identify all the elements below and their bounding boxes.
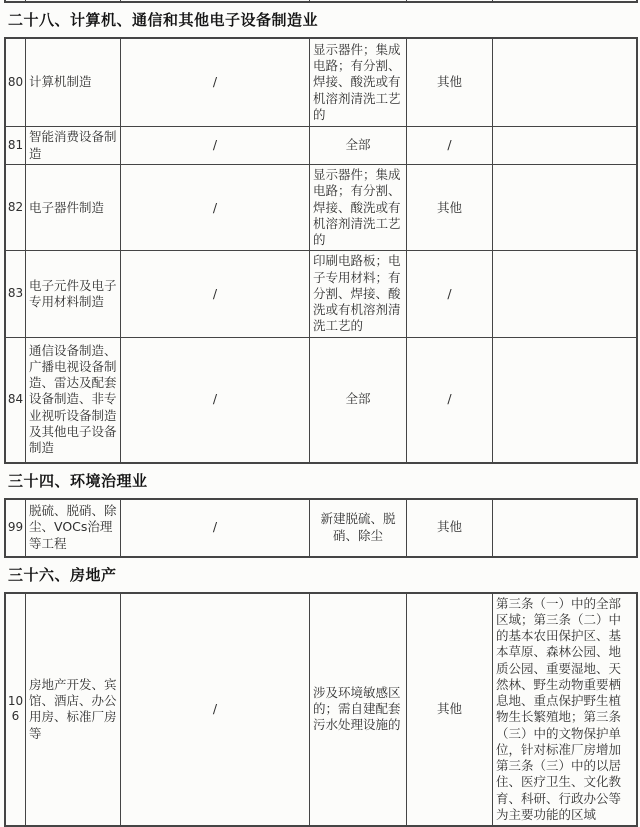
slash-cell: /: [121, 165, 310, 250]
region-cell: [493, 338, 636, 462]
slash-cell: /: [121, 500, 310, 556]
category-cell: 其他: [407, 594, 493, 826]
remnant-cell: [493, 0, 636, 1]
industry-name-cell: 通信设备制造、广播电视设备制造、雷达及配套设备制造、非专业视听设备制造及其他电子设备制造: [26, 338, 121, 462]
remnant-cell: [407, 0, 493, 1]
row-number-cell: 99: [6, 500, 26, 556]
region-cell: [493, 251, 636, 336]
row-number-cell: 81: [6, 127, 26, 164]
category-cell: /: [407, 251, 493, 336]
row-number-cell: 83: [6, 251, 26, 336]
scope-cell: 显示器件；集成电路；有分割、焊接、酸洗或有机溶剂清洗工艺的: [310, 39, 407, 126]
classification-table: [4, 592, 638, 827]
scope-cell: 涉及环境敏感区的；需自建配套污水处理设施的: [310, 594, 407, 826]
slash-cell: /: [121, 338, 310, 462]
region-cell: [493, 500, 636, 556]
slash-cell: /: [121, 39, 310, 126]
section-header: 三十四、环境治理业: [4, 464, 638, 498]
table-row: [6, 165, 636, 251]
classification-table: [4, 37, 638, 464]
remnant-cell: [26, 0, 121, 1]
slash-cell: /: [121, 127, 310, 164]
slash-cell: /: [121, 594, 310, 826]
industry-name-cell: 房地产开发、宾馆、酒店、办公用房、标准厂房等: [26, 594, 121, 826]
slash-cell: /: [121, 251, 310, 336]
scope-cell: 新建脱硫、脱硝、除尘: [310, 500, 407, 556]
table-row: [6, 127, 636, 165]
scope-cell: 显示器件；集成电路；有分割、焊接、酸洗或有机溶剂清洗工艺的: [310, 165, 407, 250]
region-cell: [493, 165, 636, 250]
industry-name-cell: 脱硫、脱硝、除尘、VOCs治理等工程: [26, 500, 121, 556]
industry-name-cell: 计算机制造: [26, 39, 121, 126]
scope-cell: 印刷电路板；电子专用材料；有分割、焊接、酸洗或有机溶剂清洗工艺的: [310, 251, 407, 336]
region-cell: [493, 39, 636, 126]
table-row: [6, 338, 636, 462]
remnant-cell: [6, 0, 26, 1]
category-cell: 其他: [407, 39, 493, 126]
table-row: [6, 500, 636, 556]
section-header: 二十八、计算机、通信和其他电子设备制造业: [4, 3, 638, 37]
table-row: [6, 594, 636, 826]
section-header: 三十六、房地产: [4, 558, 638, 592]
remnant-cell: [121, 0, 310, 1]
category-cell: /: [407, 338, 493, 462]
region-cell: [493, 127, 636, 164]
remnant-cell: [310, 0, 407, 1]
row-number-cell: 82: [6, 165, 26, 250]
row-number-cell: 80: [6, 39, 26, 126]
category-cell: /: [407, 127, 493, 164]
table-row: [6, 251, 636, 337]
table-row: [6, 39, 636, 127]
scope-cell: 全部: [310, 338, 407, 462]
industry-name-cell: 智能消费设备制造: [26, 127, 121, 164]
row-number-cell: 84: [6, 338, 26, 462]
region-cell: 第三条（一）中的全部区域；第三条（二）中的基本农田保护区、基本草原、森林公园、地质公园、重要湿地、天然林、野生动物重要栖息地、重点保护野生植物生长繁殖地；第三条（三）中的文物保护单位，针对标准厂房增加第三条（三）中的以居住、医疗卫生、文化教育、科研、行政办公等为主要功能的区域: [493, 594, 636, 826]
classification-table: [4, 498, 638, 558]
category-cell: 其他: [407, 165, 493, 250]
industry-name-cell: 电子器件制造: [26, 165, 121, 250]
document-page: [4, 0, 638, 827]
row-number-cell: 106: [6, 594, 26, 826]
scope-cell: 全部: [310, 127, 407, 164]
industry-name-cell: 电子元件及电子专用材料制造: [26, 251, 121, 336]
category-cell: 其他: [407, 500, 493, 556]
